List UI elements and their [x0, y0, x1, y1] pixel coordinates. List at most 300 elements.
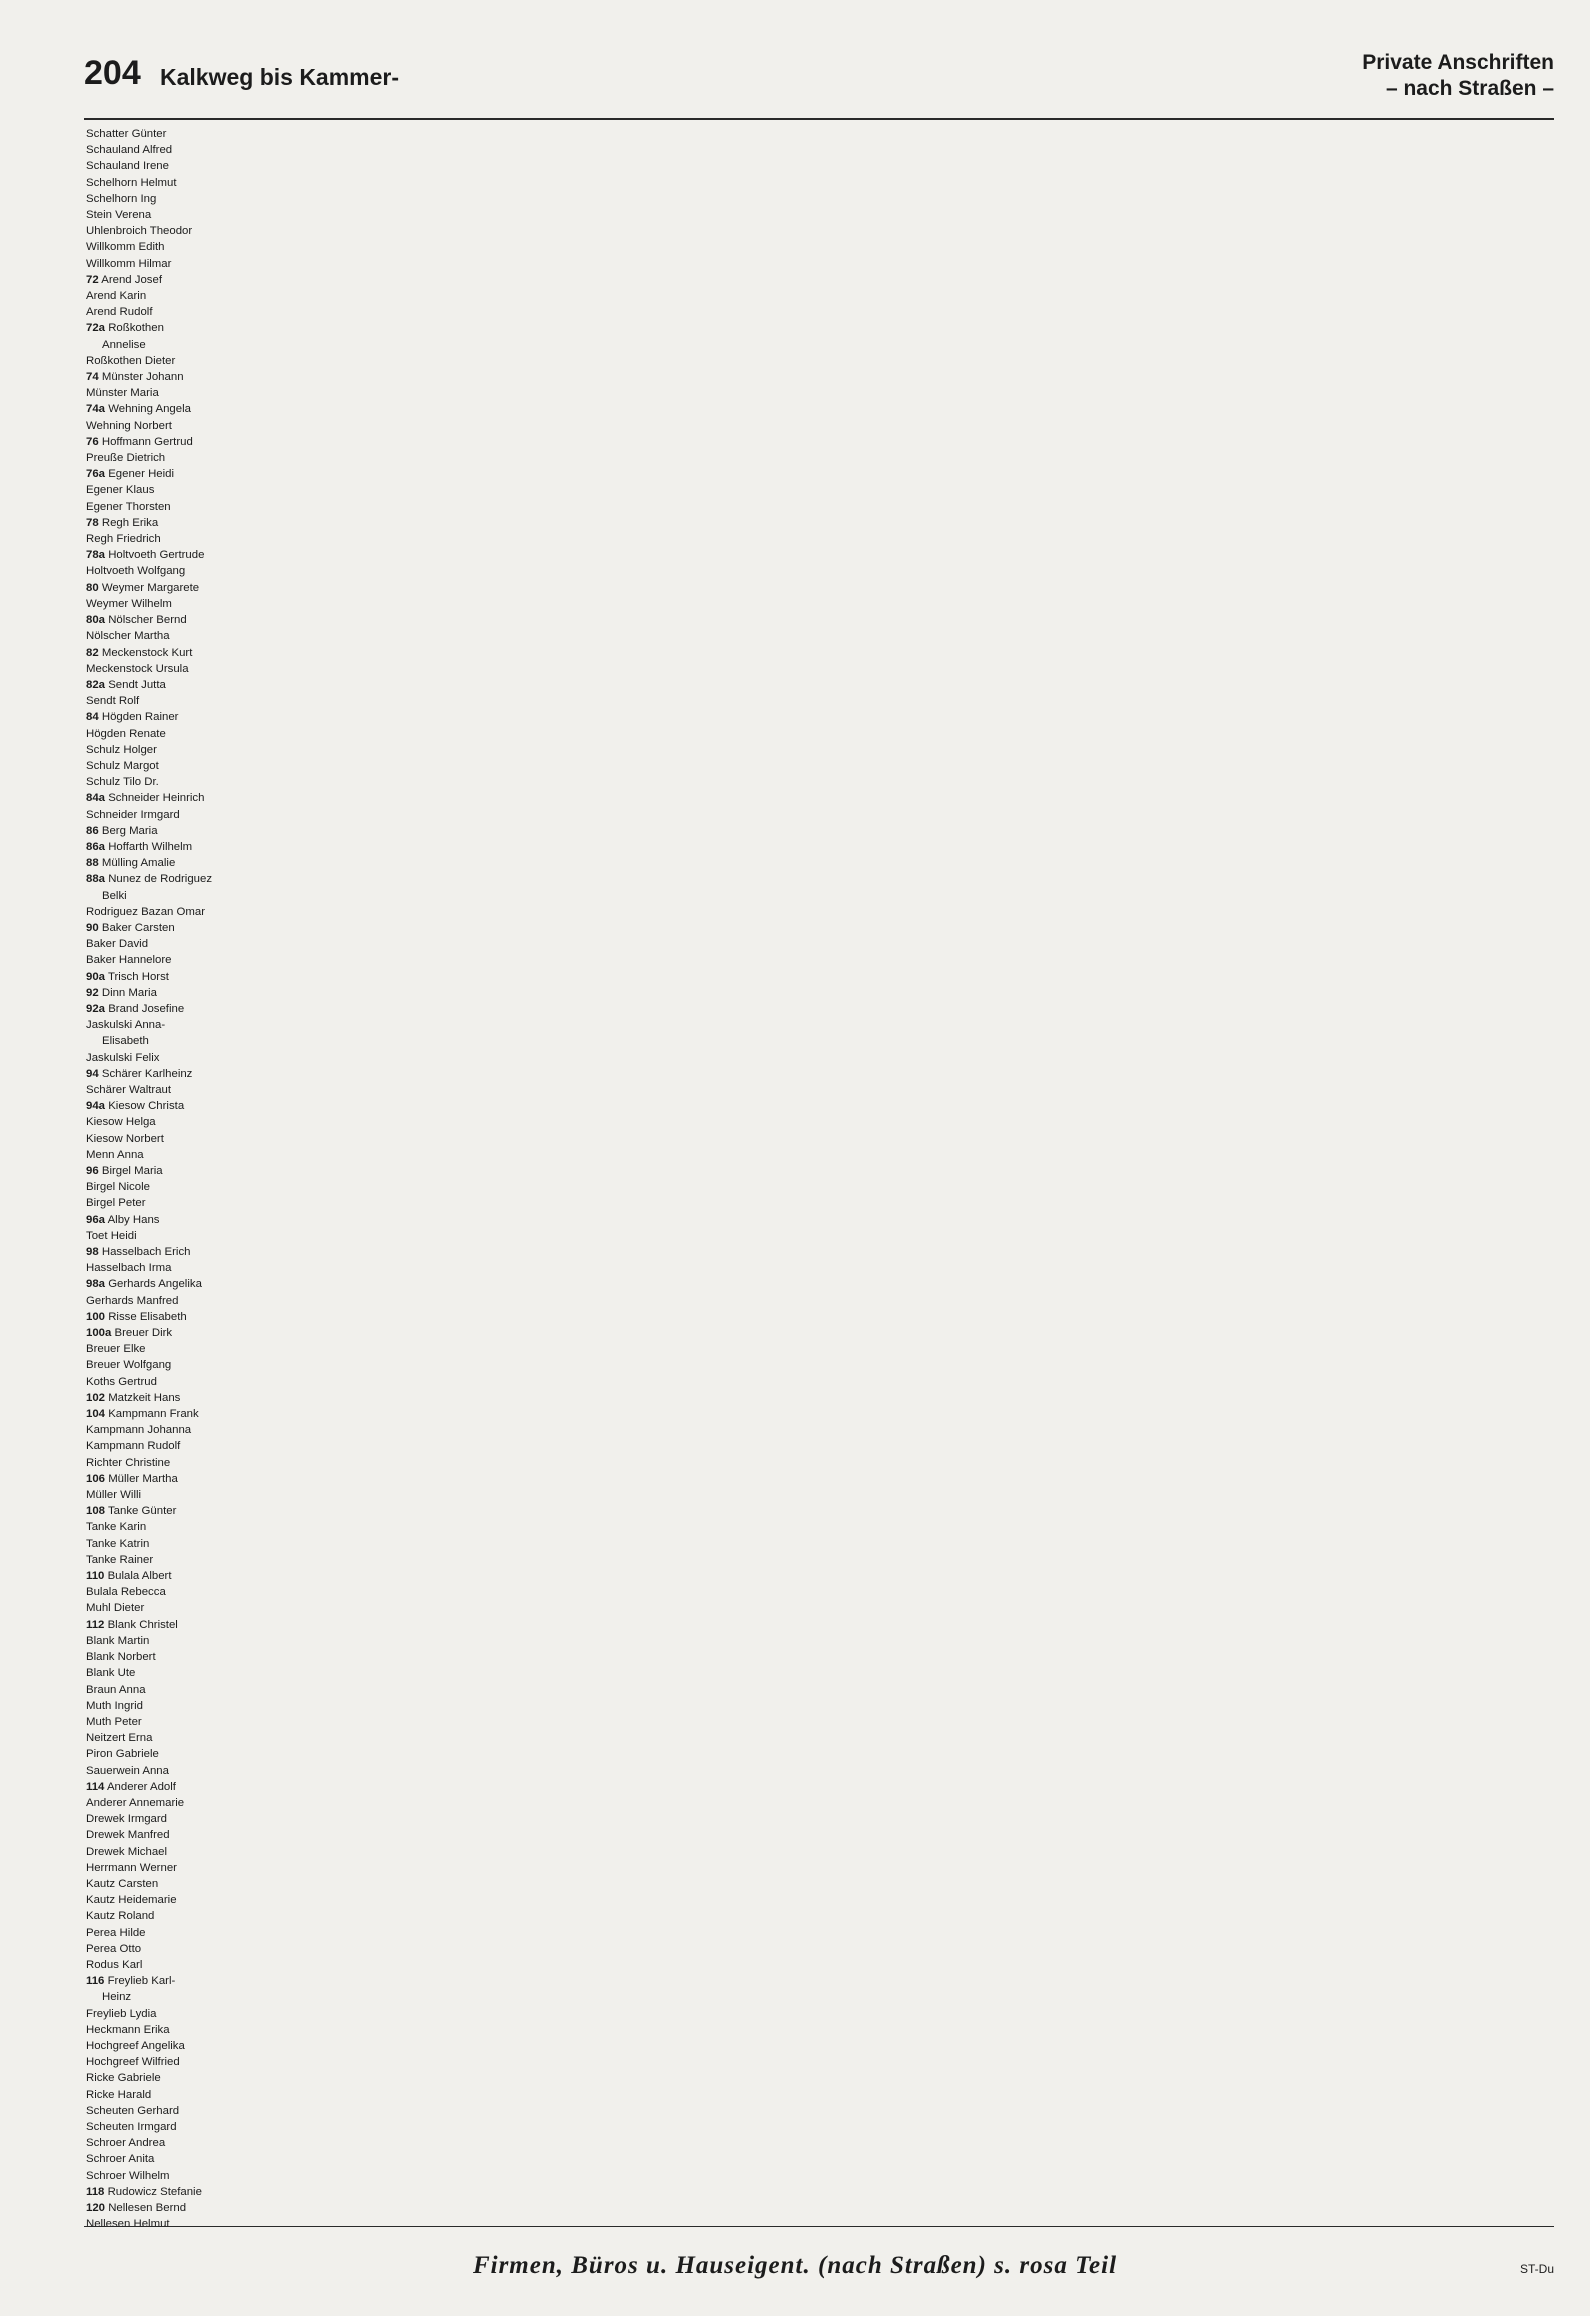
- resident-name: Blank Norbert: [86, 1651, 156, 1664]
- resident-name: Gerhards Angelika: [108, 1278, 202, 1291]
- directory-entry: [86, 1114, 246, 1130]
- resident-name: Jaskulski Anna-: [86, 1019, 166, 1032]
- house-number: 118: [86, 2185, 105, 2198]
- resident-name: Nellesen Bernd: [108, 2202, 187, 2214]
- directory-entry: [86, 1098, 246, 1114]
- house-number: 92a: [86, 1002, 106, 1015]
- house-number: 110: [86, 1570, 105, 1583]
- directory-entry: [86, 2070, 246, 2086]
- resident-name: Egener Heidi: [108, 468, 175, 481]
- directory-entry: [86, 2135, 246, 2151]
- resident-name: Anderer Adolf: [106, 1780, 176, 1793]
- directory-entry: [86, 223, 246, 239]
- house-number: 94a: [86, 1100, 106, 1113]
- footer-note: Firmen, Büros u. Hauseigent. (nach Straßen) s. rosa Teil: [472, 2252, 1118, 2279]
- directory-entry: [86, 1212, 246, 1228]
- house-number: 82a: [86, 678, 106, 691]
- directory-entry: [86, 936, 246, 952]
- page-number: 204: [84, 54, 141, 92]
- resident-name: Kiesow Norbert: [86, 1132, 164, 1145]
- resident-name: Berg Maria: [101, 824, 158, 837]
- resident-name: Birgel Nicole: [86, 1181, 150, 1194]
- directory-entry: [86, 920, 246, 936]
- house-number: 86a: [86, 840, 106, 853]
- directory-entry: [86, 337, 246, 353]
- resident-name: Birgel Maria: [101, 1165, 163, 1177]
- directory-entry: [86, 1989, 246, 2005]
- resident-name: Nölscher Bernd: [108, 614, 187, 627]
- resident-name: Roßkothen: [108, 322, 164, 335]
- directory-entry: [86, 466, 246, 482]
- directory-entry: [86, 628, 246, 644]
- resident-name: Dinn Maria: [101, 986, 157, 999]
- resident-name: Hoffarth Wilhelm: [108, 840, 193, 853]
- resident-name: Weymer Margarete: [101, 581, 200, 594]
- directory-entry: [86, 871, 246, 887]
- resident-name: Schroer Anita: [86, 2153, 155, 2166]
- resident-name: Preuße Dietrich: [86, 452, 166, 465]
- resident-name: Schatter Günter: [86, 128, 167, 140]
- footer-divider: [84, 2226, 1554, 2227]
- directory-entry: [86, 1455, 246, 1471]
- resident-name: Ricke Harald: [86, 2088, 152, 2101]
- resident-name: Müller Martha: [108, 1472, 178, 1485]
- resident-name: Kautz Roland: [86, 1910, 155, 1923]
- directory-entry: [86, 855, 246, 871]
- directory-entry: [86, 499, 246, 515]
- resident-name: Tanke Karin: [86, 1521, 147, 1534]
- resident-name: Weymer Wilhelm: [86, 597, 172, 610]
- resident-name: Högden Renate: [86, 727, 166, 740]
- resident-name: Wehning Angela: [108, 403, 191, 416]
- resident-name: Nellesen Helmut: [86, 2218, 170, 2231]
- resident-name: Mülling Amalie: [101, 857, 176, 870]
- directory-entry: [86, 1244, 246, 1260]
- directory-entry: [86, 401, 246, 417]
- resident-name: Piron Gabriele: [86, 1748, 159, 1761]
- resident-name: Schärer Waltraut: [86, 1083, 172, 1096]
- resident-name: Perea Otto: [86, 1942, 142, 1955]
- directory-entry: [86, 1374, 246, 1390]
- directory-entry: [86, 2168, 246, 2184]
- resident-name: Uhlenbroich Theodor: [86, 225, 193, 238]
- directory-entry: [86, 693, 246, 709]
- house-number: 96: [86, 1165, 99, 1177]
- resident-name: Toet Heidi: [86, 1229, 137, 1242]
- house-number: 80: [86, 581, 99, 594]
- resident-name: Breuer Elke: [86, 1343, 146, 1356]
- house-number: 106: [86, 1472, 106, 1485]
- house-number: 102: [86, 1391, 106, 1404]
- house-number: 120: [86, 2202, 106, 2214]
- resident-name: Willkomm Edith: [86, 241, 165, 254]
- address-columns: [86, 126, 1556, 2231]
- directory-entry: [86, 709, 246, 725]
- resident-name: Kampmann Rudolf: [86, 1440, 181, 1453]
- directory-entry: [86, 985, 246, 1001]
- directory-entry: [86, 612, 246, 628]
- directory-entry: [86, 1050, 246, 1066]
- resident-name: Regh Friedrich: [86, 533, 161, 546]
- resident-name: Münster Johann: [101, 371, 184, 384]
- resident-name: Kautz Heidemarie: [86, 1894, 177, 1907]
- resident-name: Roßkothen Dieter: [86, 354, 176, 367]
- house-number: 84: [86, 711, 99, 724]
- resident-name: Schelhorn Ing: [86, 192, 157, 205]
- resident-name: Anderer Annemarie: [86, 1796, 185, 1809]
- directory-entry: [86, 353, 246, 369]
- house-number: 116: [86, 1975, 105, 1988]
- house-number: 96a: [86, 1213, 106, 1226]
- resident-name: Gerhards Manfred: [86, 1294, 179, 1307]
- resident-name: Alby Hans: [107, 1213, 160, 1226]
- resident-name: Bulala Albert: [107, 1570, 172, 1583]
- resident-name: Scheuten Gerhard: [86, 2104, 180, 2117]
- resident-name: Muhl Dieter: [86, 1602, 145, 1615]
- resident-name: Birgel Peter: [86, 1197, 146, 1210]
- directory-entry: [86, 1617, 246, 1633]
- resident-name: Bulala Rebecca: [86, 1586, 166, 1599]
- directory-entry: [86, 1471, 246, 1487]
- directory-entry: [86, 1763, 246, 1779]
- resident-name: Jaskulski Felix: [86, 1051, 160, 1064]
- directory-entry: [86, 1779, 246, 1795]
- resident-name: Schneider Heinrich: [108, 792, 205, 805]
- resident-name: Schroer Wilhelm: [86, 2169, 170, 2182]
- directory-entry: [86, 790, 246, 806]
- resident-name: Schulz Holger: [86, 743, 157, 756]
- directory-entry: [86, 1536, 246, 1552]
- resident-name: Wehning Norbert: [86, 419, 172, 432]
- directory-entry: [86, 320, 246, 336]
- directory-entry: [86, 1600, 246, 1616]
- resident-name: Baker Hannelore: [86, 954, 172, 967]
- directory-entry: [86, 1860, 246, 1876]
- resident-name: Regh Erika: [101, 516, 159, 529]
- resident-name: Freylieb Lydia: [86, 2007, 157, 2020]
- resident-name: Kiesow Christa: [108, 1100, 185, 1113]
- directory-entry: [86, 823, 246, 839]
- house-number: 88: [86, 857, 99, 870]
- directory-entry: [86, 969, 246, 985]
- directory-entry: [86, 2054, 246, 2070]
- resident-name: Koths Gertrud: [86, 1375, 157, 1388]
- directory-entry: [86, 2151, 246, 2167]
- resident-name: Tanke Rainer: [86, 1553, 154, 1566]
- directory-entry: [86, 126, 246, 142]
- resident-name: Muth Ingrid: [86, 1699, 143, 1712]
- house-number: 94: [86, 1067, 99, 1080]
- resident-name: Schauland Irene: [86, 160, 169, 173]
- directory-entry: [86, 1422, 246, 1438]
- resident-name: Meckenstock Ursula: [86, 662, 189, 675]
- house-number: 98a: [86, 1278, 106, 1291]
- resident-name: Hochgreef Angelika: [86, 2039, 185, 2052]
- directory-entry: [86, 1811, 246, 1827]
- resident-name: Willkomm Hilmar: [86, 257, 172, 270]
- resident-name: Kautz Carsten: [86, 1877, 159, 1890]
- resident-name: Schelhorn Helmut: [86, 176, 177, 189]
- directory-entry: [86, 1649, 246, 1665]
- directory-entry: [86, 1082, 246, 1098]
- directory-entry: [86, 450, 246, 466]
- resident-name: Matzkeit Hans: [108, 1391, 181, 1404]
- resident-name: Hoffmann Gertrud: [101, 435, 193, 448]
- directory-entry: [86, 1795, 246, 1811]
- resident-name: Arend Rudolf: [86, 306, 153, 319]
- page-header: [52, 42, 1554, 114]
- resident-name: Elisabeth: [102, 1035, 149, 1048]
- resident-name: Arend Karin: [86, 290, 147, 303]
- directory-entry: [86, 1309, 246, 1325]
- directory-entry: [86, 1406, 246, 1422]
- resident-name: Ricke Gabriele: [86, 2072, 161, 2085]
- directory-entry: [86, 1519, 246, 1535]
- directory-entry: [86, 1131, 246, 1147]
- directory-entry: [86, 1260, 246, 1276]
- directory-entry: [86, 1179, 246, 1195]
- directory-entry: [86, 645, 246, 661]
- resident-name: Schneider Irmgard: [86, 808, 180, 821]
- directory-entry: [86, 1714, 246, 1730]
- directory-entry: [86, 1033, 246, 1049]
- directory-entry: [86, 1908, 246, 1924]
- resident-name: Egener Klaus: [86, 484, 155, 497]
- directory-entry: [86, 1941, 246, 1957]
- directory-entry: [86, 807, 246, 823]
- directory-entry: [86, 1633, 246, 1649]
- directory-entry: [86, 2038, 246, 2054]
- house-number: 76: [86, 435, 99, 448]
- directory-entry: [86, 839, 246, 855]
- resident-name: Drewek Manfred: [86, 1829, 170, 1842]
- resident-name: Blank Christel: [107, 1618, 178, 1631]
- house-number: 112: [86, 1618, 105, 1631]
- resident-name: Müller Willi: [86, 1489, 142, 1502]
- directory-entry: [86, 175, 246, 191]
- directory-entry: [86, 1503, 246, 1519]
- house-number: 90: [86, 921, 99, 934]
- resident-name: Rodus Karl: [86, 1958, 143, 1971]
- house-number: 86: [86, 824, 99, 837]
- house-number: 108: [86, 1505, 106, 1518]
- resident-name: Braun Anna: [86, 1683, 146, 1696]
- resident-name: Blank Ute: [86, 1667, 136, 1680]
- directory-entry: [86, 904, 246, 920]
- house-number: 74a: [86, 403, 106, 416]
- directory-entry: [86, 1357, 246, 1373]
- house-number: 84a: [86, 792, 106, 805]
- directory-entry: [86, 1438, 246, 1454]
- directory-entry: [86, 2103, 246, 2119]
- house-number: 100: [86, 1310, 106, 1323]
- directory-entry: [86, 158, 246, 174]
- resident-name: Blank Martin: [86, 1634, 150, 1647]
- directory-entry: [86, 256, 246, 272]
- resident-name: Hasselbach Erich: [101, 1246, 191, 1259]
- resident-name: Hochgreef Wilfried: [86, 2056, 180, 2069]
- resident-name: Sauerwein Anna: [86, 1764, 169, 1777]
- directory-entry: [86, 2087, 246, 2103]
- resident-name: Heinz: [102, 1991, 132, 2004]
- directory-entry: [86, 1698, 246, 1714]
- directory-entry: [86, 304, 246, 320]
- directory-entry: [86, 239, 246, 255]
- house-number: 78a: [86, 549, 106, 562]
- directory-entry: [86, 742, 246, 758]
- resident-name: Breuer Dirk: [114, 1327, 173, 1340]
- house-number: 76a: [86, 468, 106, 481]
- directory-entry: [86, 1665, 246, 1681]
- resident-name: Herrmann Werner: [86, 1861, 177, 1874]
- resident-name: Nunez de Rodriguez: [108, 873, 213, 886]
- resident-name: Baker Carsten: [101, 921, 175, 934]
- directory-entry: [86, 369, 246, 385]
- resident-name: Schärer Karlheinz: [101, 1067, 193, 1080]
- resident-name: Freylieb Karl-: [107, 1975, 176, 1988]
- directory-entry: [86, 1293, 246, 1309]
- directory-entry: [86, 1730, 246, 1746]
- resident-name: Scheuten Irmgard: [86, 2120, 177, 2133]
- directory-entry: [86, 2216, 246, 2232]
- page-title: Kalkweg bis Kammer-: [160, 64, 400, 90]
- directory-entry: [86, 1957, 246, 1973]
- directory-entry: [86, 272, 246, 288]
- resident-name: Nölscher Martha: [86, 630, 170, 643]
- resident-name: Kampmann Frank: [108, 1408, 199, 1421]
- resident-name: Meckenstock Kurt: [101, 646, 193, 659]
- address-column: [86, 126, 246, 2232]
- house-number: 104: [86, 1408, 106, 1421]
- directory-entry: [86, 1228, 246, 1244]
- resident-name: Tanke Katrin: [86, 1537, 150, 1550]
- directory-entry: [86, 677, 246, 693]
- directory-entry: [86, 1487, 246, 1503]
- directory-entry: [86, 1746, 246, 1762]
- directory-entry: [86, 580, 246, 596]
- resident-name: Belki: [102, 889, 127, 902]
- house-number: 92: [86, 986, 99, 999]
- house-number: 90a: [86, 970, 106, 983]
- directory-entry: [86, 531, 246, 547]
- resident-name: Kampmann Johanna: [86, 1424, 192, 1437]
- directory-entry: [86, 661, 246, 677]
- directory-entry: [86, 1925, 246, 1941]
- directory-entry: [86, 1276, 246, 1292]
- resident-name: Drewek Michael: [86, 1845, 168, 1858]
- directory-entry: [86, 142, 246, 158]
- directory-entry: [86, 1568, 246, 1584]
- house-number: 74: [86, 371, 99, 384]
- directory-entry: [86, 1325, 246, 1341]
- directory-entry: [86, 434, 246, 450]
- section-label-line-1: Private Anschriften: [1362, 51, 1554, 74]
- resident-name: Arend Josef: [101, 273, 163, 286]
- resident-name: Stein Verena: [86, 209, 152, 222]
- resident-name: Sendt Rolf: [86, 695, 140, 708]
- directory-entry: [86, 1147, 246, 1163]
- directory-entry: [86, 2200, 246, 2216]
- directory-entry: [86, 774, 246, 790]
- resident-name: Rodriguez Bazan Omar: [86, 905, 206, 918]
- resident-name: Risse Elisabeth: [108, 1310, 187, 1323]
- house-number: 72a: [86, 322, 106, 335]
- directory-entry: [86, 1844, 246, 1860]
- resident-name: Richter Christine: [86, 1456, 171, 1469]
- house-number: 80a: [86, 614, 106, 627]
- resident-name: Holtvoeth Gertrude: [108, 549, 205, 562]
- directory-entry: [86, 1973, 246, 1989]
- resident-name: Neitzert Erna: [86, 1732, 153, 1745]
- directory-entry: [86, 2022, 246, 2038]
- directory-entry: [86, 1163, 246, 1179]
- resident-name: Münster Maria: [86, 387, 159, 400]
- house-number: 88a: [86, 873, 106, 886]
- directory-entry: [86, 1827, 246, 1843]
- footer-code: ST-Du: [1519, 2262, 1554, 2276]
- resident-name: Schulz Tilo Dr.: [86, 776, 159, 789]
- directory-entry: [86, 563, 246, 579]
- directory-entry: [86, 1584, 246, 1600]
- house-number: 98: [86, 1246, 99, 1259]
- directory-entry: [86, 726, 246, 742]
- resident-name: Schroer Andrea: [86, 2137, 166, 2150]
- directory-entry: [86, 418, 246, 434]
- directory-entry: [86, 207, 246, 223]
- resident-name: Trisch Horst: [107, 970, 169, 983]
- resident-name: Baker David: [86, 938, 149, 951]
- directory-entry: [86, 2184, 246, 2200]
- directory-entry: [86, 288, 246, 304]
- section-label: [1362, 50, 1554, 102]
- resident-name: Sendt Jutta: [108, 678, 166, 691]
- resident-name: Tanke Günter: [107, 1505, 177, 1518]
- house-number: 82: [86, 646, 99, 659]
- directory-entry: [86, 1066, 246, 1082]
- resident-name: Rudowicz Stefanie: [107, 2185, 202, 2198]
- section-label-line-2: – nach Straßen –: [1385, 77, 1554, 100]
- directory-entry: [86, 191, 246, 207]
- house-number: 100a: [86, 1327, 112, 1340]
- resident-name: Menn Anna: [86, 1148, 144, 1161]
- directory-entry: [86, 1195, 246, 1211]
- resident-name: Holtvoeth Wolfgang: [86, 565, 186, 578]
- directory-entry: [86, 1876, 246, 1892]
- resident-name: Breuer Wolfgang: [86, 1359, 172, 1372]
- resident-name: Brand Josefine: [108, 1002, 185, 1015]
- resident-name: Egener Thorsten: [86, 500, 171, 513]
- directory-entry: [86, 547, 246, 563]
- header-divider: [84, 118, 1554, 120]
- directory-entry: [86, 515, 246, 531]
- resident-name: Schauland Alfred: [86, 144, 173, 157]
- directory-entry: [86, 2006, 246, 2022]
- directory-entry: [86, 1001, 246, 1017]
- resident-name: Perea Hilde: [86, 1926, 146, 1939]
- resident-name: Schulz Margot: [86, 759, 159, 772]
- resident-name: Högden Rainer: [101, 711, 179, 724]
- resident-name: Heckmann Erika: [86, 2023, 170, 2036]
- directory-entry: [86, 482, 246, 498]
- directory-entry: [86, 1390, 246, 1406]
- directory-entry: [86, 1017, 246, 1033]
- house-number: 72: [86, 273, 99, 286]
- directory-entry: [86, 888, 246, 904]
- directory-entry: [86, 1892, 246, 1908]
- directory-entry: [86, 596, 246, 612]
- resident-name: Kiesow Helga: [86, 1116, 156, 1129]
- directory-entry: [86, 2119, 246, 2135]
